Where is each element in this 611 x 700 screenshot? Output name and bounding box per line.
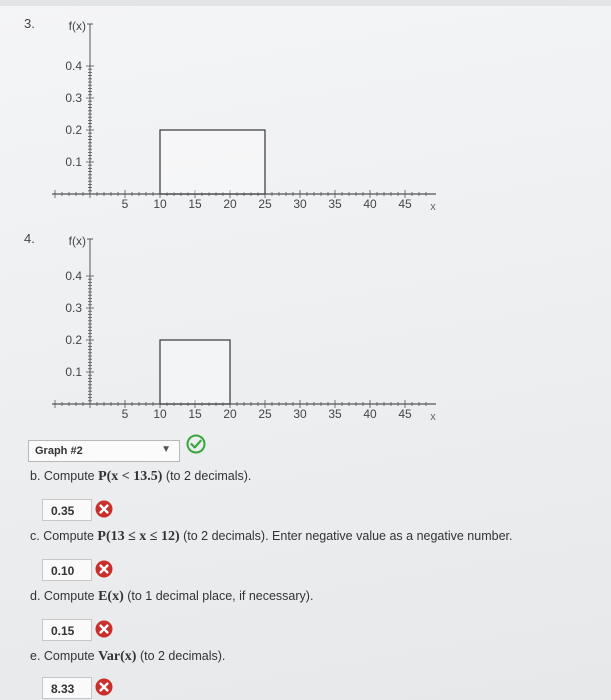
graph-select[interactable] <box>28 440 180 462</box>
y-tick-label: 0.3 <box>65 91 82 105</box>
chevron-down-icon: ▼ <box>161 444 171 455</box>
incorrect-icon <box>95 500 113 518</box>
y-axis-label: f(x) <box>68 19 86 33</box>
y-tick-label: 0.3 <box>65 301 82 315</box>
x-tick-label: 35 <box>328 197 342 211</box>
x-tick-label: 10 <box>153 197 167 211</box>
x-tick-label: 5 <box>121 197 129 211</box>
x-tick-label: 30 <box>293 197 307 211</box>
x-tick-label: 25 <box>258 407 272 421</box>
y-tick-label: 0.2 <box>65 123 82 137</box>
x-tick-label: 30 <box>293 407 307 421</box>
density-rectangle <box>160 130 265 194</box>
x-tick-label: 45 <box>398 197 412 211</box>
answer-c-input[interactable]: 0.10 <box>42 559 92 581</box>
y-tick-label: 0.1 <box>65 365 82 379</box>
x-tick-label: 45 <box>398 407 412 421</box>
answer-b-input[interactable]: 0.35 <box>42 499 92 521</box>
question-b-suffix: (to 2 decimals). <box>162 469 252 483</box>
question-d <box>30 589 313 605</box>
y-tick-label: 0.1 <box>65 155 82 169</box>
x-axis-label: x <box>430 201 436 213</box>
x-tick-label: 20 <box>223 197 237 211</box>
graph-3 <box>0 14 611 224</box>
x-tick-label: 25 <box>258 197 272 211</box>
question-e-suffix: (to 2 decimals). <box>136 649 226 663</box>
problem-number-4: 4. <box>24 231 35 246</box>
y-tick-label: 0.2 <box>65 333 82 347</box>
y-axis-label: f(x) <box>68 234 86 248</box>
question-d-suffix: (to 1 decimal place, if necessary). <box>123 589 314 603</box>
graph-3-svg <box>0 14 611 224</box>
question-b <box>30 469 251 485</box>
answer-e-input[interactable]: 8.33 <box>42 677 92 699</box>
question-c-prefix: c. Compute <box>30 529 98 543</box>
x-tick-label: 10 <box>153 407 167 421</box>
density-rectangle <box>160 340 230 404</box>
y-tick-label: 0.4 <box>65 59 82 73</box>
question-c-expr: P(13 ≤ x ≤ 12) <box>97 529 180 544</box>
x-tick-label: 15 <box>188 197 202 211</box>
graph-select-value: Graph #2 <box>35 445 83 457</box>
x-axis-label: x <box>430 411 436 423</box>
incorrect-icon <box>95 678 113 696</box>
question-d-expr: E(x) <box>98 589 124 604</box>
question-d-prefix: d. Compute <box>30 589 99 603</box>
question-b-expr: P(x < 13.5) <box>98 469 163 484</box>
x-tick-label: 40 <box>363 197 377 211</box>
x-tick-label: 5 <box>121 407 129 421</box>
x-tick-label: 40 <box>363 407 377 421</box>
question-b-prefix: b. Compute <box>30 469 99 483</box>
graph-4-svg <box>0 229 611 429</box>
x-tick-label: 35 <box>328 407 342 421</box>
x-tick-label: 15 <box>188 407 202 421</box>
question-c-suffix: (to 2 decimals). Enter negative value as a negative number. <box>179 529 513 543</box>
incorrect-icon <box>95 560 113 578</box>
top-divider <box>0 0 611 6</box>
graph-4 <box>0 229 611 429</box>
check-icon <box>186 434 206 454</box>
question-e-expr: Var(x) <box>98 649 137 664</box>
incorrect-icon <box>95 620 113 638</box>
y-tick-label: 0.4 <box>65 269 82 283</box>
question-e-prefix: e. Compute <box>30 649 99 663</box>
answer-d-input[interactable]: 0.15 <box>42 619 92 641</box>
problem-number-3: 3. <box>24 16 35 31</box>
question-c <box>30 529 512 545</box>
x-tick-label: 20 <box>223 407 237 421</box>
question-e <box>30 649 225 665</box>
